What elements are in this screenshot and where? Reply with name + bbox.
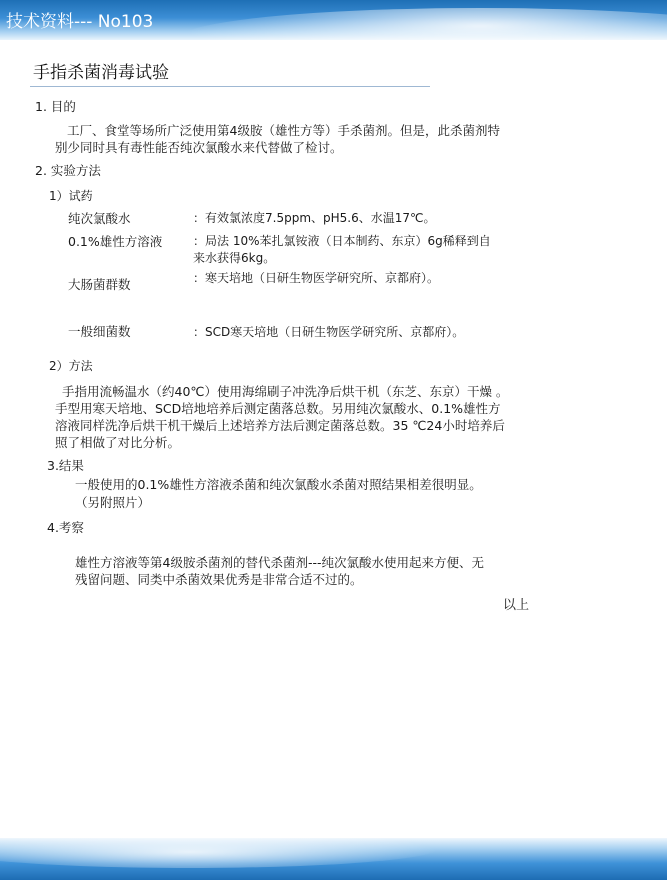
footer-swoosh xyxy=(0,838,440,868)
discussion-heading: 4.考察 xyxy=(47,520,84,535)
discussion-line-2: 残留问题、同类中杀菌效果优秀是非常合适不过的。 xyxy=(75,572,363,587)
page-title: 手指杀菌消毒试验 xyxy=(33,63,169,83)
result-heading: 3.结果 xyxy=(47,458,84,473)
signoff: 以上 xyxy=(503,598,530,613)
discussion-line-1: 雄性方溶液等第4级胺杀菌剂的替代杀菌剂---纯次氯酸水使用起来方便、无 xyxy=(75,555,484,570)
reagent-value-1: ：有效氯浓度7.5ppm、pH5.6、水温17℃。 xyxy=(193,211,436,225)
reagent-value-2-cont: 来水获得6kg。 xyxy=(193,251,276,265)
purpose-line-2: 别少同时具有毒性能否纯次氯酸水来代替做了检讨。 xyxy=(55,140,343,155)
reagent-value-2: ：局法 10%苯扎氯铵液（日本制药、东京）6g稀释到自 xyxy=(193,234,491,248)
result-line-1: 一般使用的0.1%雄性方溶液杀菌和纯次氯酸水杀菌对照结果相差很明显。 xyxy=(75,477,482,492)
reagents-heading: 1）试药 xyxy=(49,189,93,203)
procedure-line-1: 手指用流畅温水（约40℃）使用海绵刷子冲洗净后烘干机（东芝、东京）干燥 。 xyxy=(62,384,509,399)
procedure-line-2: 手型用寒天培地、SCD培地培养后测定菌落总数。另用纯次氯酸水、0.1%雄性方 xyxy=(55,401,501,416)
procedure-heading: 2）方法 xyxy=(49,359,93,373)
title-divider xyxy=(30,86,430,87)
footer-band xyxy=(0,838,667,880)
procedure-line-4: 照了相做了对比分析。 xyxy=(55,435,181,450)
header-band xyxy=(0,0,667,40)
purpose-heading: 1. 目的 xyxy=(35,99,76,114)
result-line-2: （另附照片） xyxy=(75,495,151,510)
procedure-line-3: 溶液同样洗净后烘干机干燥后上述培养方法后测定菌落总数。35 ℃24小时培养后 xyxy=(55,418,505,433)
purpose-line-1: 工厂、食堂等场所广泛使用第4级胺（雄性方等）手杀菌剂。但是，此杀菌剂特 xyxy=(67,123,500,138)
reagent-label-2: 0.1%雄性方溶液 xyxy=(68,234,163,249)
reagent-label-1: 纯次氯酸水 xyxy=(68,211,131,226)
header-swoosh xyxy=(180,8,667,40)
reagent-label-3: 大肠菌群数 xyxy=(68,277,131,292)
method-heading: 2. 实验方法 xyxy=(35,163,101,178)
reagent-label-4: 一般细菌数 xyxy=(68,324,131,339)
reagent-value-4: ：SCD寒天培地（日研生物医学研究所、京都府）。 xyxy=(193,325,465,339)
reagent-value-3: ：寒天培地（日研生物医学研究所、京都府）。 xyxy=(193,271,440,285)
header-title: 技术资料--- No103 xyxy=(6,12,154,32)
